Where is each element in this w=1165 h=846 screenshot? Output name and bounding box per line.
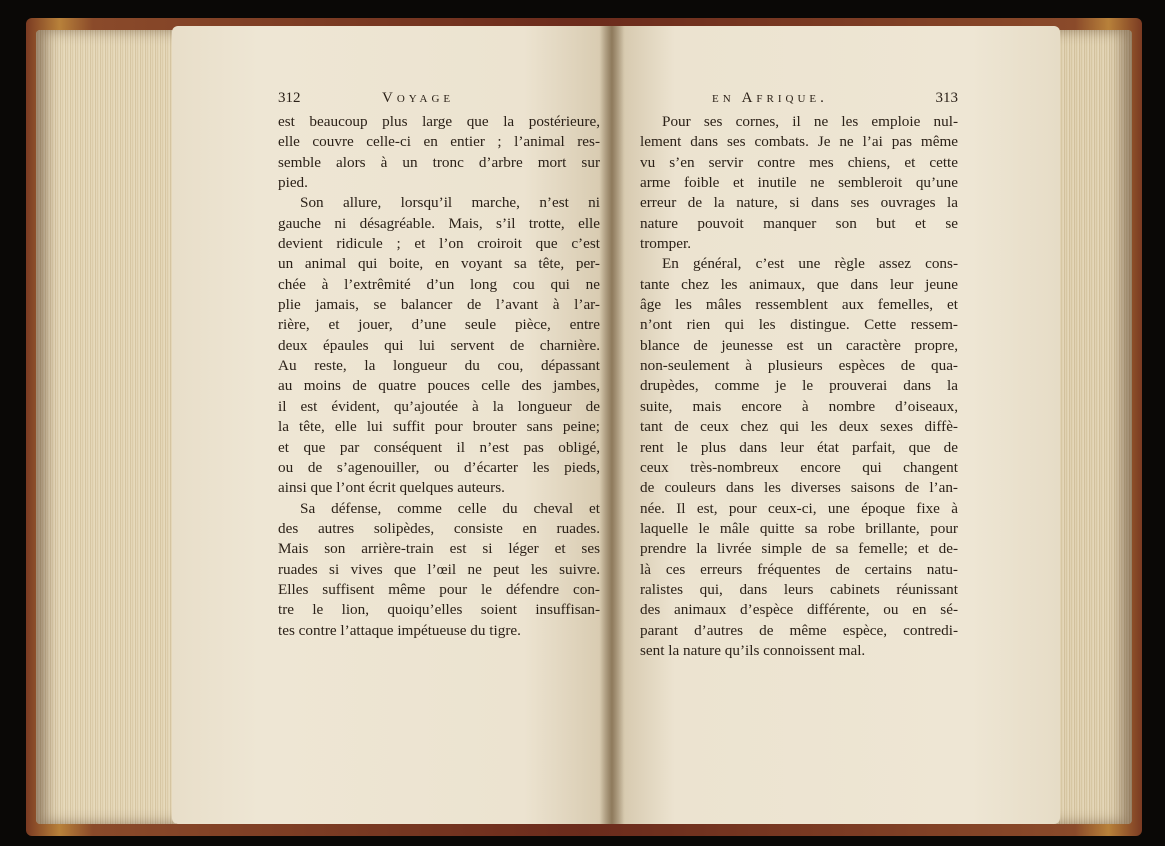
left-page-text [278,88,600,641]
text-line: Sa défense, comme celle du cheval et [300,499,600,517]
text-line: suite, mais encore à nombre d’oiseaux, [640,397,958,415]
text-line: blance de jeunesse est un caractère propre, [640,336,958,354]
text-line: tant de ceux chez qui les deux sexes diffè- [640,418,958,436]
text-line: arme foible et inutile ne sembleroit qu’une [640,174,958,192]
left-running-head [278,88,600,110]
text-line: ceux très-nombreux encore qui changent [640,458,958,476]
text-line: un animal qui boite, en voyant sa tête, per- [278,255,600,273]
text-line: ralistes qui, dans leurs cabinets réunissant [640,580,958,598]
running-head-title-right: en Afrique. [712,90,828,106]
text-line: des animaux d’espèce différente, ou en sé- [640,601,958,619]
text-line: Elles suffisent même pour le défendre con- [278,580,600,598]
text-line: gauche ni désagréable. Mais, s’il trotte, elle [278,214,600,232]
text-line: vu s’en servir contre mes chiens, et cette [640,153,958,171]
text-line: Pour ses cornes, il ne les emploie nul- [662,113,958,130]
text-line: parant d’autres de même espèce, contredi- [640,621,958,639]
text-line: tes contre l’attaque impétueuse du tigre. [278,621,521,639]
text-line: ruades si vives que l’œil ne peut les suivre. [278,560,600,578]
text-line: tante chez les animaux, que dans leur jeune [640,275,958,293]
text-line: est beaucoup plus large que la postérieure, [278,113,600,130]
text-line: semble alors à un tronc d’arbre mort sur [278,153,600,171]
text-line: Mais son arrière-train est si léger et ses [278,540,600,558]
text-line: sent la nature qu’ils connoissent mal. [640,641,866,659]
text-line: deux épaules qui lui servent de charnière. [278,336,600,354]
text-line: là ces erreurs fréquentes de certains natu- [640,560,958,578]
text-line: prendre la livrée simple de sa femelle; et de- [640,540,958,558]
text-line: de couleurs dans les diverses saisons de l’an- [640,479,958,497]
text-line: chée à l’extrêmité d’un long cou qui ne [278,275,600,293]
text-line: Au reste, la longueur du cou, dépassant [278,357,600,375]
text-line: pied. [278,174,308,192]
right-running-head [640,88,958,110]
right-text-body [640,112,958,661]
running-head-title-left: Voyage [382,90,455,106]
page-number-left: 312 [278,90,301,106]
text-line: laquelle le mâle quitte sa robe brillante, pour [640,519,958,537]
text-line: non-seulement à plusieurs espèces de qua- [640,357,958,375]
text-line: tre le lion, quoiqu’elles soient insuffisan- [278,601,600,619]
page-number-right: 313 [935,90,958,106]
text-line: Son allure, lorsqu’il marche, n’est ni [300,194,600,212]
text-line: au moins de quatre pouces celle des jambes, [278,377,600,395]
text-line: elle couvre celle-ci en entier ; l’animal res- [278,133,600,151]
text-line: ou de s’agenouiller, ou d’écarter les pieds, [278,458,600,476]
text-line: il est évident, qu’ajoutée à la longueur de [278,397,600,415]
text-line: tromper. [640,235,692,253]
text-line: plie jamais, se balancer de l’avant à l’ar- [278,296,600,314]
left-page-edges [36,30,176,824]
text-line: des autres solipèdes, consiste en ruades. [278,519,600,537]
text-line: En général, c’est une règle assez cons- [662,255,958,273]
text-line: rière, et jouer, d’une seule pièce, entre [278,316,600,334]
text-line: et que par conséquent il n’est pas obligé, [278,438,600,456]
text-line: âge les mâles ressemblent aux femelles, et [640,296,958,314]
text-line: lement dans ses combats. Je ne l’ai pas même [640,133,958,151]
book-gutter [600,26,624,824]
right-page-text [640,88,958,661]
text-line: drupèdes, comme je le prouverai dans la [640,377,958,395]
text-line: la tête, elle lui suffit pour brouter sans peine; [278,418,600,436]
text-line: rent le plus dans leur état parfait, que de [640,438,958,456]
text-line: nature pouvoit manquer son but et se [640,214,958,232]
text-line: n’ont rien qui les distingue. Cette ressem- [640,316,958,334]
text-line: devient ridicule ; et l’on croiroit que c’est [278,235,600,253]
text-line: née. Il est, pour ceux-ci, une époque fixe à [640,499,958,517]
text-line: erreur de la nature, si dans ses ouvrages la [640,194,958,212]
left-text-body [278,112,600,641]
text-line: ainsi que l’ont écrit quelques auteurs. [278,479,505,497]
